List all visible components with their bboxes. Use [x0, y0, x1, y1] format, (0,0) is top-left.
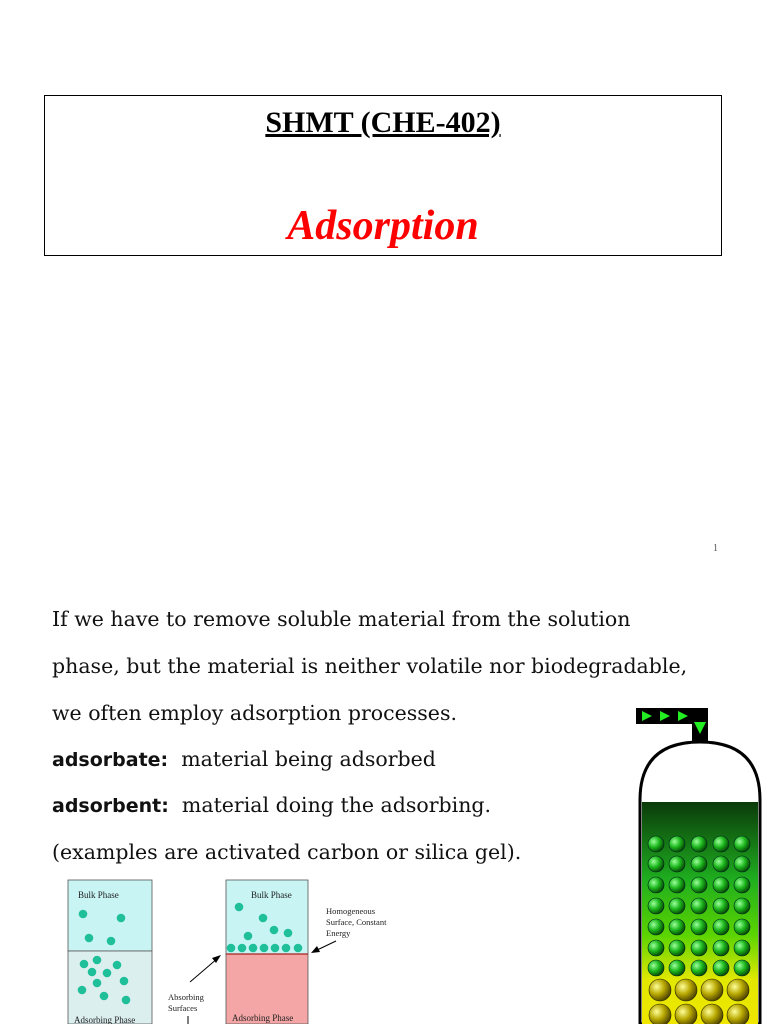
adsorbent-term: adsorbent:	[52, 795, 169, 817]
adsorbing-phase-right-label: Adsorbing Phase	[232, 1013, 294, 1023]
adsorption-diagram	[62, 872, 412, 1024]
title-box	[44, 95, 722, 256]
absorbing-surfaces-label-2: Surfaces	[168, 1003, 198, 1013]
adsorbing-phase-left-label: Adsorbing Phase	[74, 1015, 136, 1024]
adsorption-column-graphic	[630, 700, 768, 1024]
intro-line-2: phase, but the material is neither volatile nor biodegradable,	[52, 654, 688, 678]
adsorbate-term: adsorbate:	[52, 749, 169, 771]
bulk-phase-right-label: Bulk Phase	[251, 890, 292, 900]
bulk-phase-left-label: Bulk Phase	[78, 890, 119, 900]
adsorbent-definition	[52, 793, 491, 817]
topic-title: Adsorption	[287, 203, 479, 249]
adsorbent-def: material doing the adsorbing.	[181, 793, 492, 817]
course-title: SHMT (CHE-402)	[265, 106, 501, 139]
homogeneous-label-2: Surface, Constant	[326, 917, 387, 927]
absorbing-surfaces-label-1: Absorbing	[168, 992, 204, 1002]
homogeneous-label-3: Energy	[326, 928, 351, 938]
adsorbate-definition	[52, 747, 436, 771]
adsorbate-def: material being adsorbed	[181, 747, 436, 771]
homogeneous-label-1: Homogeneous	[326, 906, 376, 916]
examples-line: (examples are activated carbon or silica gel).	[52, 840, 522, 864]
page-number: 1	[713, 543, 718, 554]
intro-line-3: we often employ adsorption processes.	[52, 701, 457, 725]
intro-line-1: If we have to remove soluble material from the solution	[52, 607, 631, 631]
